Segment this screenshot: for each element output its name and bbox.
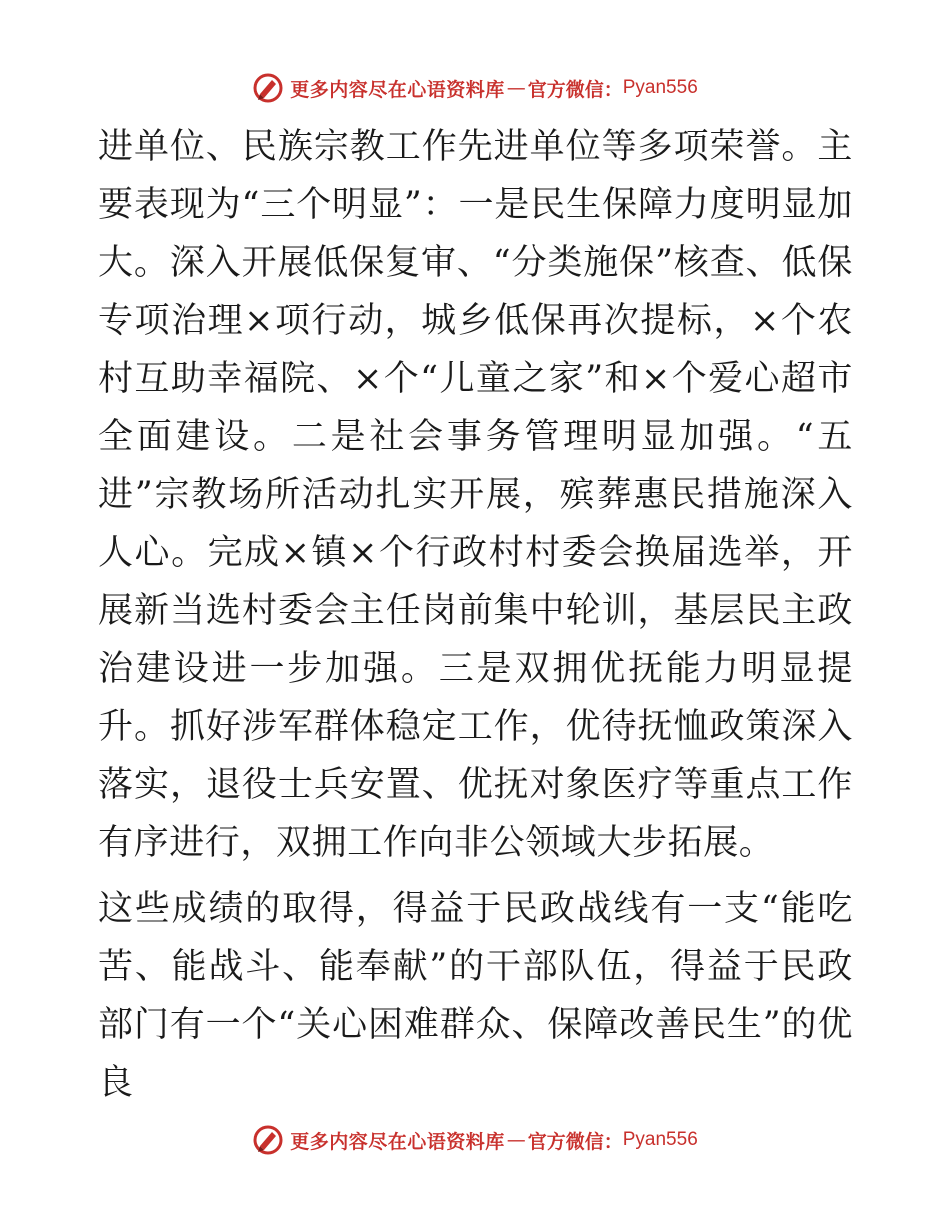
paragraph-1: 进单位、民族宗教工作先进单位等多项荣誉。主要表现为“三个明显”：一是民生保障力度明显加大。深入开展低保复审、“分类施保”核查、低保专项治理×项行动，城乡低保再次提标，×个农村互助幸福院、×个“儿童之家”和×个爱心超市全面建设。二是社会事务管理明显加强。“五进”宗教场所活动扎实开展，殡葬惠民措施深入人心。完成×镇×个行政村村委会换届选举，开展新当选村委会主任岗前集中轮训，基层民主政治建设进一步加强。三是双拥优抚能力明显提升。抓好涉军群体稳定工作，优待抚恤政策深入落实，退役士兵安置、优抚对象医疗等重点工作有序进行，双拥工作向非公领域大步拓展。 [98,127,853,863]
watermark-main-text: 更多内容尽在心语资料库 [290,78,505,101]
document-body [98,118,853,1112]
watermark-official-label: 官方微信： [527,1130,623,1153]
watermark-wechat-id: Pyan556 [622,1129,698,1150]
watermark-official-label: 官方微信： [527,78,623,101]
header-watermark [0,68,950,108]
watermark-main-text: 更多内容尽在心语资料库 [290,1130,505,1153]
pen-logo-icon [252,72,284,104]
watermark-separator: — [506,77,526,99]
pen-logo-icon [252,1124,284,1156]
paragraph-2: 这些成绩的取得，得益于民政战线有一支“能吃苦、能战斗、能奉献”的干部队伍，得益于民政部门有一个“关心困难群众、保障改善民生”的优良 [98,889,853,1103]
footer-watermark [0,1120,950,1160]
watermark-separator: — [506,1129,526,1151]
watermark-wechat-id: Pyan556 [622,77,698,98]
